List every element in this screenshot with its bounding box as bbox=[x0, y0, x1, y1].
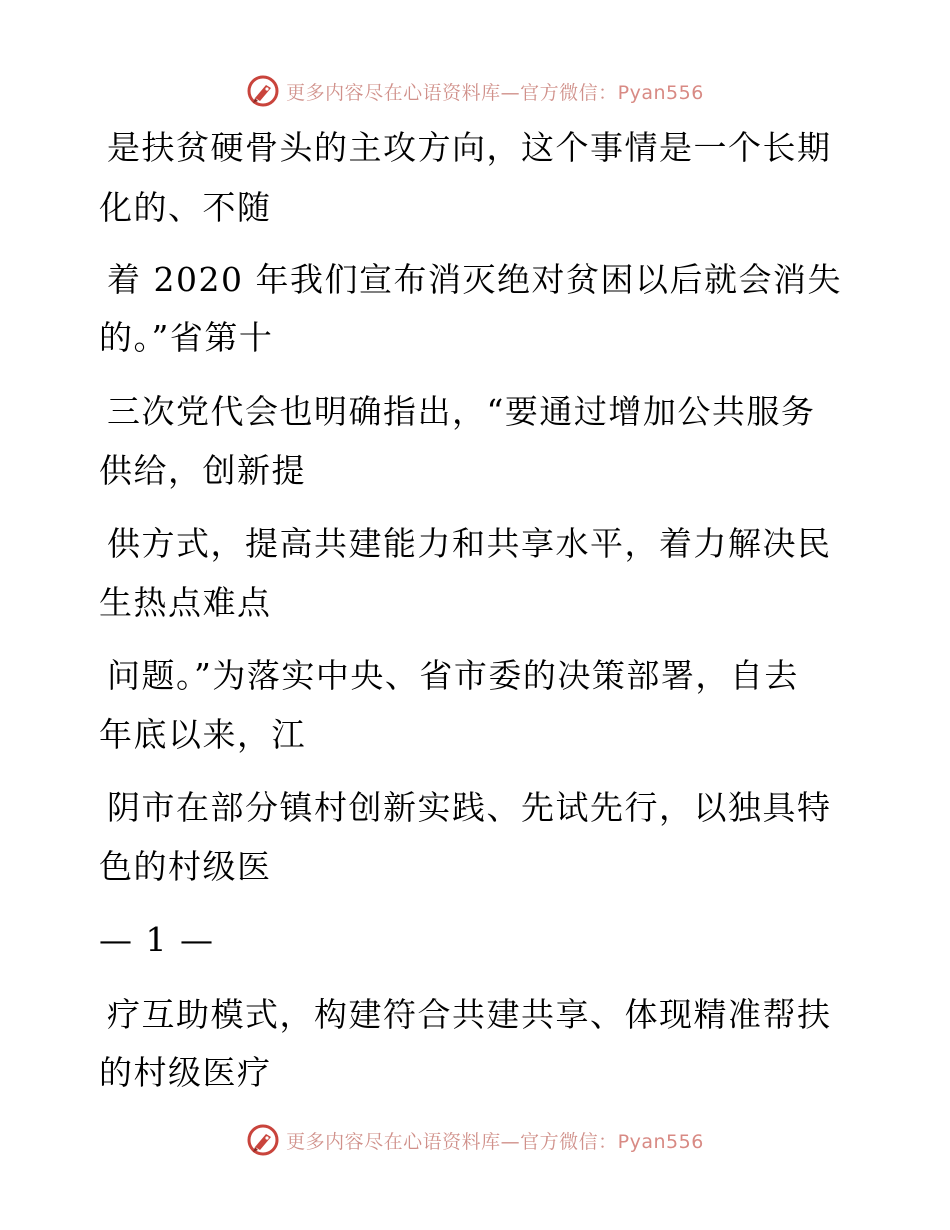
body-line: 阴市在部分镇村创新实践、先试先行，以独具特 bbox=[107, 788, 832, 827]
body-line: 是扶贫硬骨头的主攻方向，这个事情是一个长期 bbox=[107, 128, 832, 167]
body-line: 问题。”为落实中央、省市委的决策部署，自去 bbox=[107, 656, 799, 695]
body-line: 供给，创新提 bbox=[99, 451, 306, 490]
body-line: 的。”省第十 bbox=[99, 318, 274, 357]
watermark-header bbox=[0, 71, 950, 111]
watermark-text: 更多内容尽在心语资料库—官方微信：Pyan556 bbox=[286, 1130, 704, 1153]
body-line: 色的村级医 bbox=[99, 847, 272, 886]
page-number: — 1 — bbox=[99, 920, 215, 959]
pen-nib-circle-icon bbox=[246, 74, 280, 108]
body-line: 年底以来，江 bbox=[99, 715, 306, 754]
body-line: 生热点难点 bbox=[99, 583, 272, 622]
body-line: 的村级医疗 bbox=[99, 1053, 272, 1092]
pen-nib-circle-icon bbox=[246, 1123, 280, 1157]
body-line: 着 2020 年我们宣布消灭绝对贫困以后就会消失 bbox=[107, 260, 842, 299]
watermark-text: 更多内容尽在心语资料库—官方微信：Pyan556 bbox=[286, 81, 704, 104]
body-line: 疗互助模式，构建符合共建共享、体现精准帮扶 bbox=[107, 995, 832, 1034]
body-line: 三次党代会也明确指出，“要通过增加公共服务 bbox=[107, 392, 816, 431]
body-line: 供方式，提高共建能力和共享水平，着力解决民 bbox=[107, 524, 832, 563]
watermark-footer bbox=[0, 1120, 950, 1160]
body-line: 化的、不随 bbox=[99, 188, 272, 227]
